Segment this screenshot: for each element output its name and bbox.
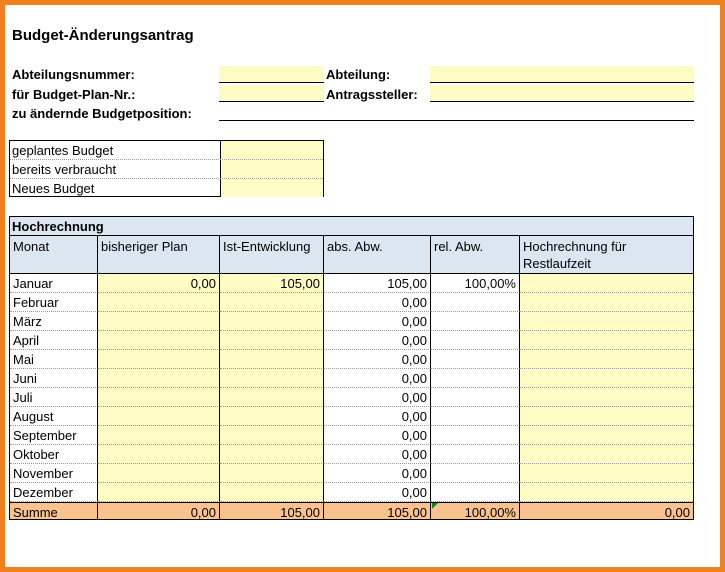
cell-month: Juni	[10, 369, 98, 388]
cell-hoch[interactable]	[520, 445, 693, 464]
cell-rel	[431, 312, 520, 331]
cell-ist[interactable]	[220, 312, 324, 331]
table-row	[10, 483, 693, 502]
section-title: Hochrechnung	[10, 217, 693, 236]
field-antragsteller[interactable]	[430, 85, 694, 102]
budget-row-label: geplantes Budget	[12, 143, 114, 158]
cell-plan[interactable]	[98, 426, 220, 445]
cell-hoch[interactable]	[520, 369, 693, 388]
cell-ist[interactable]	[220, 369, 324, 388]
budget-row-label: Neues Budget	[12, 181, 95, 196]
column-header-ist: Ist-Entwicklung	[220, 236, 324, 274]
cell-month: Dezember	[10, 483, 98, 502]
budget-row	[10, 160, 323, 179]
cell-month: Summe	[10, 502, 98, 520]
cell-hoch[interactable]	[520, 293, 693, 312]
table-row	[10, 388, 693, 407]
cell-abs: 0,00	[324, 312, 431, 331]
label-abteilungsnummer: Abteilungsnummer:	[12, 67, 135, 82]
cell-plan[interactable]	[98, 407, 220, 426]
cell-rel: 100,00%	[431, 502, 520, 520]
field-budgetposition[interactable]	[219, 120, 694, 121]
cell-rel	[431, 350, 520, 369]
cell-month: Juli	[10, 388, 98, 407]
cell-abs: 0,00	[324, 445, 431, 464]
cell-plan[interactable]	[98, 312, 220, 331]
cell-plan[interactable]	[98, 388, 220, 407]
cell-hoch[interactable]	[520, 312, 693, 331]
field-abteilung[interactable]	[430, 66, 694, 83]
cell-rel	[431, 445, 520, 464]
budget-row	[10, 179, 323, 198]
cell-plan[interactable]	[98, 350, 220, 369]
cell-rel	[431, 426, 520, 445]
cell-hoch[interactable]	[520, 388, 693, 407]
field-abteilungsnummer[interactable]	[219, 66, 324, 83]
cell-plan[interactable]	[98, 293, 220, 312]
cell-rel	[431, 483, 520, 502]
cell-hoch: 0,00	[520, 502, 693, 520]
table-row	[10, 407, 693, 426]
cell-ist[interactable]	[220, 483, 324, 502]
cell-ist[interactable]	[220, 293, 324, 312]
column-header-rel: rel. Abw.	[431, 236, 520, 274]
cell-month: Februar	[10, 293, 98, 312]
budget-row	[10, 141, 323, 160]
cell-plan: 0,00	[98, 502, 220, 520]
cell-month: März	[10, 312, 98, 331]
cell-rel	[431, 369, 520, 388]
column-header-hochrechnung: Hochrechnung für Restlaufzeit	[520, 236, 693, 274]
label-budgetposition: zu ändernde Budgetposition:	[12, 106, 192, 121]
table-row	[10, 369, 693, 388]
cell-month: November	[10, 464, 98, 483]
cell-plan[interactable]	[98, 464, 220, 483]
budget-row-value[interactable]	[220, 179, 323, 197]
cell-plan[interactable]	[98, 369, 220, 388]
table-row	[10, 293, 693, 312]
cell-ist[interactable]	[220, 407, 324, 426]
cell-abs: 0,00	[324, 426, 431, 445]
cell-abs: 0,00	[324, 407, 431, 426]
table-row	[10, 312, 693, 331]
budget-row-label: bereits verbraucht	[12, 162, 117, 177]
cell-month: August	[10, 407, 98, 426]
table-row	[10, 464, 693, 483]
cell-abs: 0,00	[324, 350, 431, 369]
cell-rel	[431, 407, 520, 426]
column-header-abs: abs. Abw.	[324, 236, 431, 274]
comment-marker-icon	[432, 503, 438, 509]
field-budget-plan-nr[interactable]	[219, 85, 324, 102]
label-abteilung: Abteilung:	[326, 67, 391, 82]
cell-ist[interactable]	[220, 445, 324, 464]
cell-abs: 105,00	[324, 502, 431, 520]
table-row	[10, 274, 693, 293]
cell-month: Oktober	[10, 445, 98, 464]
cell-hoch[interactable]	[520, 464, 693, 483]
label-budget-plan-nr: für Budget-Plan-Nr.:	[12, 87, 136, 102]
cell-plan[interactable]	[98, 483, 220, 502]
column-header-plan: bisheriger Plan	[98, 236, 220, 274]
cell-abs: 0,00	[324, 331, 431, 350]
cell-ist[interactable]: 105,00	[220, 274, 324, 293]
cell-ist[interactable]	[220, 350, 324, 369]
cell-plan[interactable]: 0,00	[98, 274, 220, 293]
cell-month: September	[10, 426, 98, 445]
cell-hoch[interactable]	[520, 331, 693, 350]
cell-plan[interactable]	[98, 445, 220, 464]
cell-ist[interactable]	[220, 388, 324, 407]
cell-ist[interactable]	[220, 464, 324, 483]
cell-rel	[431, 331, 520, 350]
sum-row	[10, 502, 693, 520]
cell-plan[interactable]	[98, 331, 220, 350]
cell-abs: 0,00	[324, 388, 431, 407]
cell-rel	[431, 293, 520, 312]
cell-abs: 0,00	[324, 293, 431, 312]
budget-row-value[interactable]	[220, 141, 323, 159]
cell-ist[interactable]	[220, 331, 324, 350]
hochrechnung-table	[9, 216, 694, 520]
table-row	[10, 331, 693, 350]
cell-abs: 0,00	[324, 369, 431, 388]
cell-ist: 105,00	[220, 502, 324, 520]
cell-rel: 100,00%	[431, 274, 520, 293]
cell-ist[interactable]	[220, 426, 324, 445]
cell-month: Mai	[10, 350, 98, 369]
cell-month: April	[10, 331, 98, 350]
table-row	[10, 350, 693, 369]
cell-hoch[interactable]	[520, 407, 693, 426]
cell-rel	[431, 464, 520, 483]
cell-hoch[interactable]	[520, 350, 693, 369]
column-header-monat: Monat	[10, 236, 98, 274]
cell-rel	[431, 388, 520, 407]
cell-hoch[interactable]	[520, 274, 693, 293]
cell-abs: 105,00	[324, 274, 431, 293]
cell-hoch[interactable]	[520, 426, 693, 445]
form-title: Budget-Änderungsantrag	[12, 27, 194, 44]
table-row	[10, 426, 693, 445]
cell-month: Januar	[10, 274, 98, 293]
label-antragsteller: Antragssteller:	[326, 87, 418, 102]
cell-hoch[interactable]	[520, 483, 693, 502]
table-row	[10, 445, 693, 464]
cell-abs: 0,00	[324, 483, 431, 502]
budget-summary-box	[9, 140, 324, 197]
budget-row-value[interactable]	[220, 160, 323, 178]
cell-abs: 0,00	[324, 464, 431, 483]
